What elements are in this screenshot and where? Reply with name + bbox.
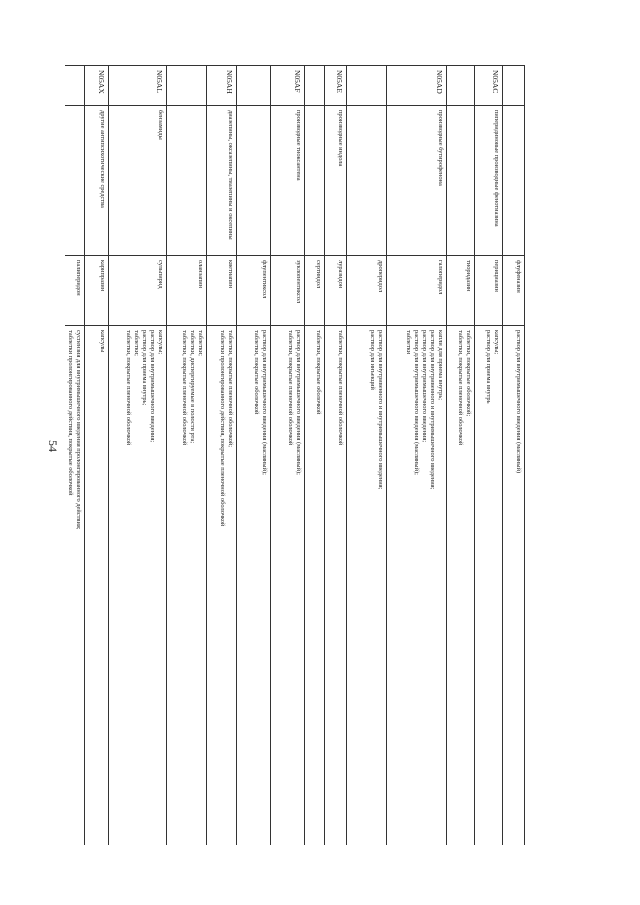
- table-row: [237, 66, 271, 846]
- dosage-form-cell: [325, 326, 347, 846]
- table-row: [503, 66, 525, 846]
- drug-cell: перициазин: [475, 256, 503, 326]
- dosage-form-line: таблетки;: [133, 330, 140, 356]
- dosage-form-line: таблетки, покрытые пленочной оболочкой: [125, 330, 132, 446]
- table-row: [387, 66, 447, 846]
- dosage-form-line: таблетки, покрытые пленочной оболочкой: [181, 330, 188, 446]
- dosage-form-line: раствор для внутривенного и внутримышечного введения;: [377, 330, 384, 490]
- atc-code-cell: N05AE: [325, 66, 347, 106]
- drug-cell: луразидон: [325, 256, 347, 326]
- dosage-form-cell: [167, 326, 207, 846]
- group-cell: бензамиды: [109, 106, 167, 256]
- drug-cell: флупентиксол: [237, 256, 271, 326]
- dosage-form-cell: [85, 326, 109, 846]
- drug-table-rotated: [65, 65, 525, 845]
- drug-cell: тиоридазин: [447, 256, 475, 326]
- group-cell: диазепины, оксазепины, тиазепины и оксепины: [207, 106, 237, 256]
- dosage-form-line: раствор для внутримышечного введения (масляный);: [295, 330, 302, 475]
- dosage-form-line: раствор для приема внутрь: [485, 330, 492, 404]
- dosage-form-line: капсулы;: [157, 330, 164, 355]
- atc-code-cell: N05AD: [387, 66, 447, 106]
- dosage-form-line: таблетки, покрытые пленочной оболочкой: [337, 330, 344, 446]
- group-cell: производные индола: [325, 106, 347, 256]
- dosage-form-line: таблетки, покрытые оболочкой: [315, 330, 322, 415]
- dosage-form-line: раствор для инъекций: [369, 330, 376, 390]
- atc-code-cell: N05AL: [109, 66, 167, 106]
- group-cell: [305, 106, 325, 256]
- dosage-form-line: раствор для внутримышечного введения (масляный);: [261, 330, 268, 475]
- atc-code-cell: N05AX: [85, 66, 109, 106]
- group-cell: [447, 106, 475, 256]
- dosage-form-line: таблетки, покрытые пленочной оболочкой;: [227, 330, 234, 447]
- dosage-form-line: таблетки, диспергируемые в полости рта;: [189, 330, 196, 444]
- group-cell: производные тиоксантена: [271, 106, 305, 256]
- dosage-form-line: таблетки, покрытые пленочной оболочкой: [457, 330, 464, 446]
- group-cell: пиперидиновые производные фенотиазина: [475, 106, 503, 256]
- atc-code-cell: [237, 66, 271, 106]
- dosage-form-line: раствор для внутримышечного введения (масляный);: [413, 330, 420, 475]
- drug-cell: оланзапин: [167, 256, 207, 326]
- group-cell: [167, 106, 207, 256]
- dosage-form-cell: [65, 326, 85, 846]
- table-row: [167, 66, 207, 846]
- atc-code-cell: [447, 66, 475, 106]
- atc-code-cell: [167, 66, 207, 106]
- dosage-form-line: раствор для внутримышечного введения (масляный): [515, 330, 522, 474]
- table-row: [109, 66, 167, 846]
- dosage-form-cell: [387, 326, 447, 846]
- dosage-form-line: суспензия для внутримышечного введения пролонгированного действия;: [75, 330, 82, 530]
- table-row: [475, 66, 503, 846]
- page-number: 54: [46, 440, 60, 452]
- drug-cell: карипразин: [85, 256, 109, 326]
- group-cell: производные бутирофенона: [387, 106, 447, 256]
- dosage-form-line: таблетки, покрытые пленочной оболочкой: [287, 330, 294, 446]
- drug-cell: зуклопентиксол: [271, 256, 305, 326]
- dosage-form-line: капли для приема внутрь;: [437, 330, 444, 401]
- dosage-form-line: таблетки;: [197, 330, 204, 356]
- atc-code-cell: N05AH: [207, 66, 237, 106]
- atc-code-cell: [305, 66, 325, 106]
- drug-table-container: [65, 65, 525, 845]
- group-cell: другие антипсихотические средства: [85, 106, 109, 256]
- dosage-form-line: раствор для внутримышечного введения;: [421, 330, 428, 443]
- dosage-form-cell: [305, 326, 325, 846]
- atc-code-cell: [65, 66, 85, 106]
- atc-code-cell: [503, 66, 525, 106]
- dosage-form-cell: [271, 326, 305, 846]
- table-row: [447, 66, 475, 846]
- drug-cell: палиперидон: [65, 256, 85, 326]
- dosage-form-line: капсулы;: [493, 330, 500, 355]
- dosage-form-cell: [207, 326, 237, 846]
- atc-code-cell: N05AF: [271, 66, 305, 106]
- drug-cell: кветиапин: [207, 256, 237, 326]
- dosage-form-line: раствор для внутримышечного введения;: [149, 330, 156, 443]
- dosage-form-cell: [347, 326, 387, 846]
- dosage-form-line: таблетки пролонгированного действия, покрытые оболочкой: [67, 330, 74, 496]
- table-row: [325, 66, 347, 846]
- drug-cell: дроперидол: [347, 256, 387, 326]
- dosage-form-line: капсулы: [99, 330, 106, 353]
- group-cell: [65, 106, 85, 256]
- dosage-form-line: раствор для приема внутрь;: [141, 330, 148, 406]
- dosage-form-line: раствор для внутривенного и внутримышечного введения;: [429, 330, 436, 490]
- dosage-form-line: таблетки, покрытые оболочкой;: [465, 330, 472, 417]
- atc-code-cell: [347, 66, 387, 106]
- group-cell: [503, 106, 525, 256]
- dosage-form-cell: [109, 326, 167, 846]
- dosage-form-line: таблетки пролонгированного действия, покрытые пленочной оболочкой: [219, 330, 226, 527]
- table-row: [65, 66, 85, 846]
- drug-cell: галоперидол: [387, 256, 447, 326]
- dosage-form-cell: [447, 326, 475, 846]
- table-row: [271, 66, 305, 846]
- drug-cell: сертиндол: [305, 256, 325, 326]
- dosage-form-line: таблетки: [405, 330, 412, 355]
- table-row: [85, 66, 109, 846]
- table-row: [207, 66, 237, 846]
- dosage-form-line: таблетки, покрытые оболочкой: [253, 330, 260, 415]
- atc-code-cell: N05AC: [475, 66, 503, 106]
- drug-cell: флуфеназин: [503, 256, 525, 326]
- group-cell: [347, 106, 387, 256]
- dosage-form-cell: [503, 326, 525, 846]
- table-row: [305, 66, 325, 846]
- table-row: [347, 66, 387, 846]
- drug-cell: сульпирид: [109, 256, 167, 326]
- group-cell: [237, 106, 271, 256]
- dosage-form-cell: [237, 326, 271, 846]
- drug-table: [65, 65, 525, 845]
- dosage-form-cell: [475, 326, 503, 846]
